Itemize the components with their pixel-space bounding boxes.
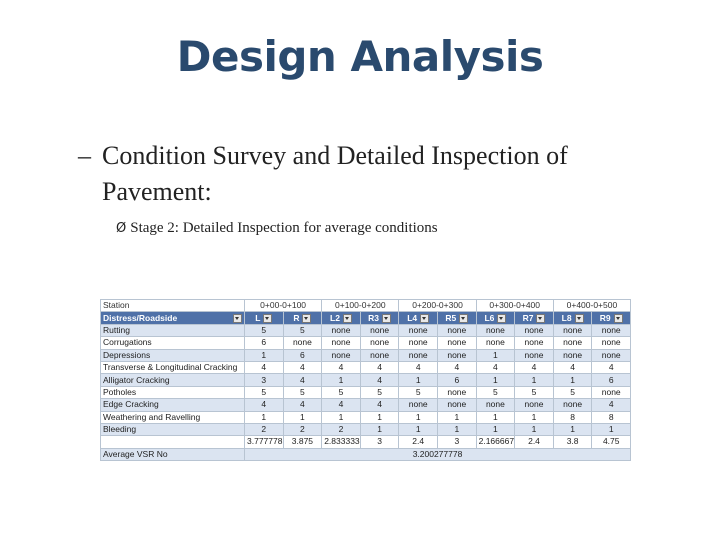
filter-dropdown-icon[interactable] bbox=[497, 314, 506, 323]
table-cell: none bbox=[592, 386, 631, 398]
header-col-label: L2 bbox=[330, 312, 340, 323]
table-cell: none bbox=[515, 399, 554, 411]
table-cell: 4 bbox=[322, 361, 361, 373]
table-cell: 2 bbox=[245, 423, 284, 435]
table-cell: 1 bbox=[283, 411, 322, 423]
table-row bbox=[101, 337, 631, 349]
table-cell: 4 bbox=[399, 361, 438, 373]
table-cell: none bbox=[476, 324, 515, 336]
distress-name: Depressions bbox=[101, 349, 245, 361]
table-cell: 1 bbox=[438, 423, 477, 435]
table-cell: 4 bbox=[592, 399, 631, 411]
table-cell: 1 bbox=[399, 374, 438, 386]
filter-dropdown-icon[interactable] bbox=[614, 314, 623, 323]
table-cell: none bbox=[592, 324, 631, 336]
table-cell: none bbox=[515, 324, 554, 336]
total-cell: 2.4 bbox=[399, 436, 438, 448]
table-row bbox=[101, 399, 631, 411]
table-cell: 4 bbox=[360, 399, 399, 411]
table-cell: 6 bbox=[283, 349, 322, 361]
table-cell: none bbox=[515, 349, 554, 361]
table-row bbox=[101, 374, 631, 386]
table-cell: 5 bbox=[399, 386, 438, 398]
table-cell: none bbox=[399, 324, 438, 336]
station-range: 0+200-0+300 bbox=[399, 300, 476, 312]
sub-bullet-stage2 bbox=[116, 220, 438, 237]
table-cell: none bbox=[283, 337, 322, 349]
table-cell: none bbox=[592, 349, 631, 361]
filter-dropdown-icon[interactable] bbox=[263, 314, 272, 323]
table-cell: 1 bbox=[399, 411, 438, 423]
table-cell: 5 bbox=[283, 324, 322, 336]
distress-name: Corrugations bbox=[101, 337, 245, 349]
total-cell: 3.875 bbox=[283, 436, 322, 448]
table-cell: none bbox=[553, 337, 592, 349]
table-cell: 2 bbox=[283, 423, 322, 435]
table-cell: 1 bbox=[360, 411, 399, 423]
table-cell: 5 bbox=[245, 324, 284, 336]
table-cell: 6 bbox=[245, 337, 284, 349]
table-cell: none bbox=[360, 324, 399, 336]
table-cell: none bbox=[515, 337, 554, 349]
total-cell: 4.75 bbox=[592, 436, 631, 448]
bullet-text-line2: Pavement: bbox=[102, 177, 212, 206]
table-cell: 2 bbox=[322, 423, 361, 435]
table-cell: 1 bbox=[592, 423, 631, 435]
station-range: 0+00-0+100 bbox=[245, 300, 322, 312]
station-range: 0+400-0+500 bbox=[553, 300, 630, 312]
table-cell: 1 bbox=[515, 411, 554, 423]
table-row bbox=[101, 411, 631, 423]
table-cell: none bbox=[322, 324, 361, 336]
filter-dropdown-icon[interactable] bbox=[459, 314, 468, 323]
total-cell: 2.4 bbox=[515, 436, 554, 448]
table-cell: none bbox=[438, 324, 477, 336]
arrow-bullet-icon: Ø bbox=[116, 221, 127, 236]
total-cell: 3.777778 bbox=[245, 436, 284, 448]
table-cell: 4 bbox=[283, 399, 322, 411]
station-label: Station bbox=[101, 300, 245, 312]
total-cell: 2.166667 bbox=[476, 436, 515, 448]
distress-name: Edge Cracking bbox=[101, 399, 245, 411]
header-col-label: L bbox=[255, 312, 261, 323]
distress-name: Alligator Cracking bbox=[101, 374, 245, 386]
table-cell: none bbox=[553, 349, 592, 361]
table-cell: 4 bbox=[553, 361, 592, 373]
table-cell: none bbox=[399, 399, 438, 411]
total-cell: 2.833333 bbox=[322, 436, 361, 448]
header-col[interactable] bbox=[322, 312, 361, 324]
table-row bbox=[101, 386, 631, 398]
table-cell: none bbox=[438, 337, 477, 349]
distress-name: Bleeding bbox=[101, 423, 245, 435]
table-cell: none bbox=[322, 349, 361, 361]
table-cell: 3 bbox=[245, 374, 284, 386]
table-cell: 4 bbox=[283, 374, 322, 386]
distress-name: Transverse & Longitudinal Cracking bbox=[101, 361, 245, 373]
filter-dropdown-icon[interactable] bbox=[536, 314, 545, 323]
header-row bbox=[101, 312, 631, 324]
table-cell: none bbox=[592, 337, 631, 349]
table-cell: none bbox=[476, 337, 515, 349]
header-col[interactable] bbox=[283, 312, 322, 324]
table-cell: 4 bbox=[245, 361, 284, 373]
table-row bbox=[101, 324, 631, 336]
station-range: 0+100-0+200 bbox=[322, 300, 399, 312]
table-cell: none bbox=[553, 399, 592, 411]
average-label: Average VSR No bbox=[101, 448, 245, 460]
table-cell: 4 bbox=[438, 361, 477, 373]
header-distress-roadside[interactable] bbox=[101, 312, 245, 324]
header-col-label: R5 bbox=[445, 312, 457, 323]
table-cell: 1 bbox=[322, 374, 361, 386]
distress-name: Potholes bbox=[101, 386, 245, 398]
filter-dropdown-icon[interactable] bbox=[233, 314, 242, 323]
table-cell: none bbox=[322, 337, 361, 349]
table-cell: 6 bbox=[592, 374, 631, 386]
table-row bbox=[101, 361, 631, 373]
header-col[interactable] bbox=[399, 312, 438, 324]
sub-bullet-text: Stage 2: Detailed Inspection for average conditions bbox=[130, 220, 438, 236]
table-cell: 4 bbox=[360, 361, 399, 373]
table-cell: 4 bbox=[592, 361, 631, 373]
average-value: 3.200277778 bbox=[245, 448, 631, 460]
header-col-label: L8 bbox=[561, 312, 572, 323]
table-cell: 5 bbox=[476, 386, 515, 398]
table-cell: 4 bbox=[476, 361, 515, 373]
table-cell: none bbox=[360, 337, 399, 349]
header-col[interactable] bbox=[592, 312, 631, 324]
table-cell: 1 bbox=[515, 374, 554, 386]
bullet-condition-survey bbox=[78, 138, 638, 210]
table-cell: 1 bbox=[476, 411, 515, 423]
header-col-label: L6 bbox=[484, 312, 495, 323]
slide-title: Design Analysis bbox=[176, 32, 544, 81]
totals-row bbox=[101, 436, 631, 448]
total-cell: 3 bbox=[438, 436, 477, 448]
header-col-label: R7 bbox=[522, 312, 534, 323]
distress-name: Weathering and Ravelling bbox=[101, 411, 245, 423]
table-cell: none bbox=[438, 399, 477, 411]
table-row bbox=[101, 349, 631, 361]
table-cell: none bbox=[438, 349, 477, 361]
table-cell: 1 bbox=[360, 423, 399, 435]
table-cell: 6 bbox=[438, 374, 477, 386]
filter-dropdown-icon[interactable] bbox=[420, 314, 429, 323]
table-cell: 1 bbox=[476, 374, 515, 386]
header-label: Distress/Roadside bbox=[103, 312, 178, 323]
table-cell: none bbox=[438, 386, 477, 398]
header-col[interactable] bbox=[553, 312, 592, 324]
table-cell: 5 bbox=[322, 386, 361, 398]
bullet-text-line1: Condition Survey and Detailed Inspection of bbox=[102, 141, 568, 170]
header-col-label: R9 bbox=[599, 312, 611, 323]
table-cell: none bbox=[360, 349, 399, 361]
header-col-label: L4 bbox=[407, 312, 418, 323]
table-cell: 8 bbox=[553, 411, 592, 423]
filter-dropdown-icon[interactable] bbox=[382, 314, 391, 323]
table-cell: 1 bbox=[399, 423, 438, 435]
table-cell: 1 bbox=[553, 374, 592, 386]
header-col[interactable] bbox=[438, 312, 477, 324]
station-range: 0+300-0+400 bbox=[476, 300, 553, 312]
filter-dropdown-icon[interactable] bbox=[343, 314, 352, 323]
header-col[interactable] bbox=[360, 312, 399, 324]
header-col-label: R3 bbox=[368, 312, 380, 323]
table-cell: 5 bbox=[553, 386, 592, 398]
average-row bbox=[101, 448, 631, 460]
table-cell: 1 bbox=[476, 423, 515, 435]
total-cell: 3 bbox=[360, 436, 399, 448]
table-cell: 1 bbox=[553, 423, 592, 435]
table-row bbox=[101, 423, 631, 435]
table-cell: 4 bbox=[322, 399, 361, 411]
table-cell: 5 bbox=[515, 386, 554, 398]
distress-table bbox=[100, 299, 631, 461]
table-cell: 4 bbox=[245, 399, 284, 411]
total-cell: 3.8 bbox=[553, 436, 592, 448]
table-cell: 5 bbox=[283, 386, 322, 398]
table-cell: none bbox=[399, 337, 438, 349]
table-cell: 4 bbox=[515, 361, 554, 373]
table-cell: 5 bbox=[360, 386, 399, 398]
bullet-dash: – bbox=[78, 141, 91, 170]
filter-dropdown-icon[interactable] bbox=[575, 314, 584, 323]
table-cell: 4 bbox=[360, 374, 399, 386]
filter-dropdown-icon[interactable] bbox=[302, 314, 311, 323]
header-col-label: R bbox=[293, 312, 300, 323]
table-cell: none bbox=[476, 399, 515, 411]
table-cell: 8 bbox=[592, 411, 631, 423]
table-cell: 1 bbox=[438, 411, 477, 423]
table-cell: 1 bbox=[515, 423, 554, 435]
station-row bbox=[101, 300, 631, 312]
table-cell: 1 bbox=[476, 349, 515, 361]
table-cell: 1 bbox=[322, 411, 361, 423]
header-col[interactable] bbox=[515, 312, 554, 324]
table-cell: none bbox=[399, 349, 438, 361]
table-cell: none bbox=[553, 324, 592, 336]
table-cell: 5 bbox=[245, 386, 284, 398]
totals-label-empty bbox=[101, 436, 245, 448]
table-cell: 1 bbox=[245, 411, 284, 423]
table-cell: 1 bbox=[245, 349, 284, 361]
distress-name: Rutting bbox=[101, 324, 245, 336]
header-col[interactable] bbox=[245, 312, 284, 324]
table-cell: 4 bbox=[283, 361, 322, 373]
header-col[interactable] bbox=[476, 312, 515, 324]
